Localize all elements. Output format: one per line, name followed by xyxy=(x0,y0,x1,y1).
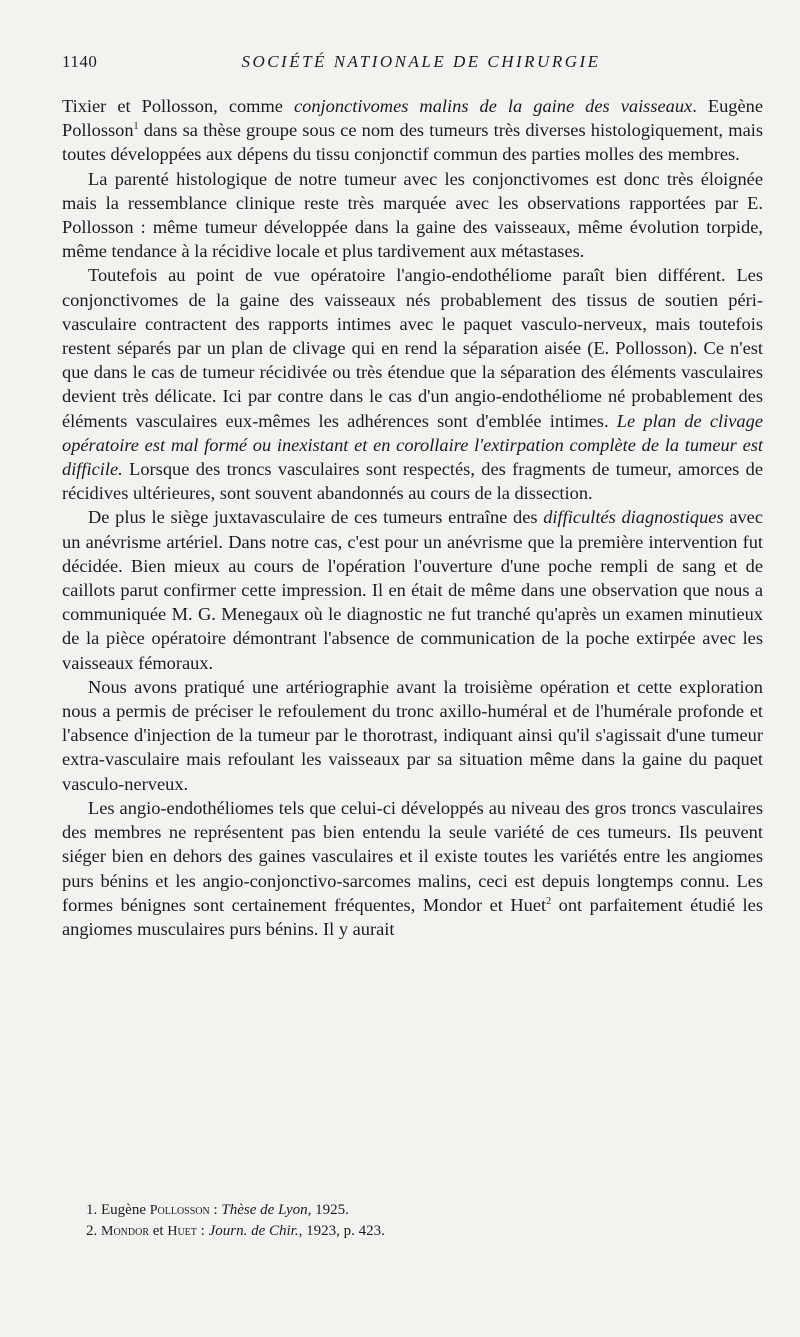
paragraph xyxy=(62,675,763,796)
text-span: : xyxy=(209,1202,222,1218)
text-span: Lorsque des troncs vasculaires sont respectés, des fragments de tumeur, amorces de récidives ultérieures, sont souvent abandonnés au cours de la dissection. xyxy=(62,459,763,504)
text-span: , 1925. xyxy=(307,1202,349,1218)
author-name: Pollosson xyxy=(149,1203,210,1218)
footnote xyxy=(62,1221,763,1242)
text-span: Tixier et Pollosson, comme xyxy=(62,96,294,116)
text-span: Les angio-endothéliomes tels que celui-ci développés au niveau des gros troncs vasculaires des membres ne représentent pas bien entendu la seule variété de ces tumeurs. Ils peuvent siéger bien en dehors des gaines vasculaires et il existe toutes les variétés entre les angiomes purs bénins et les angio-conjonctivo-sarcomes malins, ceci est depuis longtemps connu. Les formes bénignes sont certainement fréquentes, Mondor et Huet xyxy=(62,797,763,915)
paragraph xyxy=(62,796,763,941)
paragraph xyxy=(62,167,763,264)
text-span: dans sa thèse groupe sous ce nom des tumeurs très diverses histologiquement, mais toutes développées aux dépens du tissu conjonctif commun des parties molles des membres. xyxy=(62,120,763,165)
italic-span: Le plan de clivage opératoire est mal formé ou inexistant et en corollaire l'extirpation complète de la tumeur est difficile. xyxy=(62,410,763,480)
text-span: La parenté histologique de notre tumeur avec les conjonctivomes est donc très éloignée mais la ressemblance clinique reste très marquée avec les observations rapportées par E. Pollosson : même tumeur développée dans la gaine des vaisseaux, même évolution torpide, même tendance à la récidive locale et plus tardivement aux métastases. xyxy=(62,168,763,262)
italic-span: Journ. de Chir. xyxy=(208,1223,299,1239)
footnotes xyxy=(62,1200,763,1242)
paragraph xyxy=(62,505,763,674)
footnote-ref: 2 xyxy=(546,895,552,907)
text-span: et xyxy=(149,1223,168,1239)
paragraph xyxy=(62,263,763,505)
text-span: 2. xyxy=(86,1223,101,1239)
text-span: De plus le siège juxtavasculaire de ces tumeurs entraîne des xyxy=(88,507,544,528)
body-text xyxy=(62,94,763,941)
paragraph xyxy=(62,94,763,167)
text-span: Nous avons pratiqué une artériographie avant la troisième opération et cette exploration nous a permis de préciser le refoulement du tronc axillo-huméral et de l'humérale profonde et l'absence d'injection de la tumeur par le thorotrast, indiquant ainsi qu'il s'agissait d'une tumeur extra-vasculaire mais refoulant les vaisseaux par sa situation même dans la gaine du paquet vasculo-nerveux. xyxy=(62,676,763,794)
text-span: . Eugène Pollosson xyxy=(62,96,764,141)
italic-span: Thèse de Lyon xyxy=(221,1202,308,1218)
page-number: 1140 xyxy=(62,52,98,71)
text-span: avec un anévrisme artériel. Dans notre cas, c'est pour un anévrisme que la première intervention fut décidée. Bien mieux au cours de l'opération l'ouverture d'une poche rempli de sang et de caillots parut confirmer cette impression. Il en était de même dans une observation que nous a communiquée M. G. Menegaux où le diagnostic ne fut tranché qu'après un examen minutieux de la pièce opératoire démontrant l'absence de communication de la poche extirpée avec les vaisseaux fémoraux. xyxy=(62,507,763,673)
text-span: 1. Eugène xyxy=(86,1202,150,1218)
footnote xyxy=(62,1200,763,1221)
author-name: Huet xyxy=(167,1224,197,1239)
running-head: SOCIÉTÉ NATIONALE DE CHIRURGIE xyxy=(241,52,601,71)
italic-span: difficultés diagnostiques xyxy=(543,507,724,528)
text-span: , 1923, p. 423. xyxy=(298,1223,385,1239)
footnote-ref: 1 xyxy=(133,121,139,133)
author-name: Mondor xyxy=(101,1224,150,1239)
page-header xyxy=(62,52,762,74)
text-span: ont parfaitement étudié les angiomes musculaires purs bénins. Il y aurait xyxy=(62,894,763,939)
text-span: : xyxy=(196,1223,209,1239)
text-span: Toutefois au point de vue opératoire l'angio-endothéliome paraît bien différent. Les conjonctivomes de la gaine des vaisseaux nés probablement des tissus de soutien péri-vasculaire contractent des rapports intimes avec le paquet vasculo-nerveux, mais toutefois restent séparés par un plan de clivage qui en rend la séparation aisée (E. Pollosson). Ce n'est que dans le cas de tumeur récidivée ou très étendue que la séparation des éléments vasculaires devient très délicate. Ici par contre dans le cas d'un angio-endothéliome né probablement des éléments vasculaires eux-mêmes les adhérences sont d'emblée intimes. xyxy=(62,265,763,431)
italic-span: conjonctivomes malins de la gaine des vaisseaux xyxy=(294,96,693,116)
